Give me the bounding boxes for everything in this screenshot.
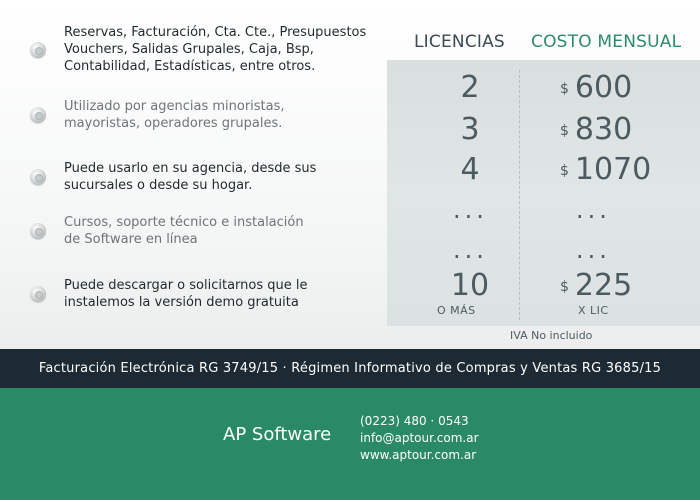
footer — [0, 388, 700, 500]
price-amount: 600 — [574, 70, 633, 105]
price-ellipsis: ... — [576, 196, 611, 224]
currency-symbol: $ — [560, 163, 569, 179]
disc-bullet-icon — [30, 42, 46, 58]
feature-item-modules — [30, 24, 366, 75]
feature-item-support — [30, 214, 304, 248]
price-amount: 225 — [574, 268, 633, 303]
price-value — [560, 70, 632, 105]
licenses-ellipsis: ... — [453, 236, 488, 264]
licenses-value: 3 — [460, 112, 480, 147]
licenses-header: LICENCIAS — [414, 32, 505, 52]
licenses-ellipsis: ... — [453, 196, 488, 224]
contact-block — [360, 413, 479, 464]
licenses-value: 2 — [460, 70, 480, 105]
disc-bullet-icon — [30, 169, 46, 185]
feature-text: Puede descargar o solicitarnos que le instalemos la versión demo gratuita — [64, 278, 308, 310]
price-value — [560, 112, 632, 147]
price-value — [560, 268, 632, 303]
currency-symbol: $ — [560, 279, 569, 295]
cost-header: COSTO MENSUAL — [531, 32, 682, 52]
regulation-band — [0, 349, 700, 388]
licenses-note: O MÁS — [437, 304, 476, 317]
feature-item-locations — [30, 160, 316, 194]
feature-item-demo — [30, 277, 307, 311]
feature-text: Reservas, Facturación, Cta. Cte., Presupuestos Vouchers, Salidas Grupales, Caja, Bsp, Contabilidad, Estadísticas, entre otros. — [64, 25, 367, 74]
price-note: X LIC — [578, 304, 609, 317]
feature-text: Puede usarlo en su agencia, desde sus sucursales o desde su hogar. — [64, 161, 317, 193]
price-value — [560, 152, 651, 187]
email-link[interactable]: info@aptour.com.ar — [360, 431, 479, 445]
licenses-value: 4 — [460, 152, 480, 187]
phone-number: (0223) 480 · 0543 — [360, 414, 469, 428]
regulation-text: Facturación Electrónica RG 3749/15 · Régimen Informativo de Compras y Ventas RG 3685/15 — [38, 361, 662, 376]
website-link[interactable]: www.aptour.com.ar — [360, 448, 477, 462]
feature-text: Cursos, soporte técnico e instalación de Software en línea — [64, 215, 304, 247]
price-amount: 1070 — [574, 152, 652, 187]
feature-item-users — [30, 98, 285, 132]
pricing-table — [387, 60, 700, 326]
brand-name: AP Software — [223, 424, 332, 445]
disc-bullet-icon — [30, 286, 46, 302]
price-amount: 830 — [574, 112, 633, 147]
price-ellipsis: ... — [576, 236, 611, 264]
table-divider — [519, 70, 520, 320]
licenses-value: 10 — [450, 268, 490, 303]
tax-note: IVA No incluido — [510, 329, 593, 342]
feature-text: Utilizado por agencias minoristas, mayoristas, operadores grupales. — [64, 99, 285, 131]
disc-bullet-icon — [30, 107, 46, 123]
disc-bullet-icon — [30, 223, 46, 239]
currency-symbol: $ — [560, 123, 569, 139]
currency-symbol: $ — [560, 81, 569, 97]
